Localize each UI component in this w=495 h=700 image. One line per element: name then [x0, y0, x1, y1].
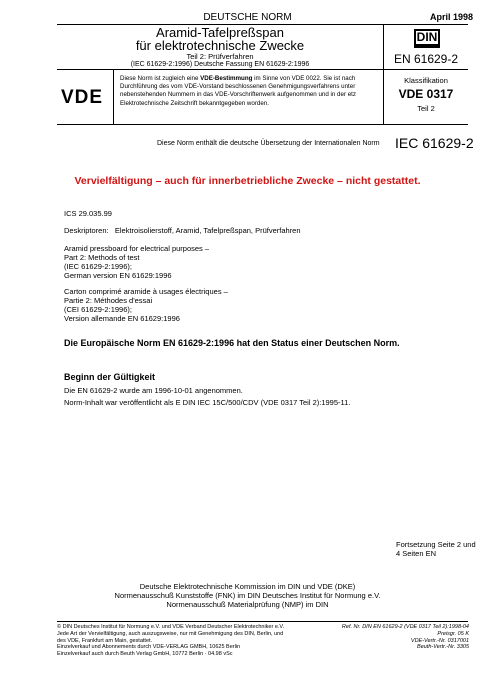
- title-block: [57, 25, 383, 70]
- vde-notice-bold: VDE-Bestimmung: [200, 75, 253, 82]
- footer-rule: [57, 621, 468, 622]
- klassifikation-box: [383, 70, 468, 125]
- footer-reference: [342, 624, 469, 651]
- title-part: Teil 2: Prüfverfahren: [186, 52, 254, 61]
- status-statement: Die Europäische Norm EN 61629-2:1996 hat den Status einer Deutschen Norm.: [64, 338, 400, 348]
- footer-left-line: Einzelverkauf auch durch Beuth Verlag GmbH, 10772 Berlin · 04.98 vSc: [57, 651, 233, 658]
- english-title-line: Aramid pressboard for electrical purposes –: [64, 244, 210, 253]
- deskriptoren-value: Elektroisolierstoff, Aramid, Tafelpreßspan, Prüfverfahren: [114, 226, 301, 235]
- footer-copyright: [57, 624, 347, 658]
- continuation-line: Fortsetzung Seite 2 und: [396, 540, 476, 549]
- din-logo: DIN: [414, 29, 440, 46]
- french-title: [64, 287, 228, 323]
- english-title: [64, 244, 209, 280]
- committee-block: [0, 582, 495, 609]
- footer-right-line: Ref. Nr. DIN EN 61629-2 (VDE 0317 Teil 2):1998-04: [341, 624, 469, 630]
- french-title-line: Carton comprimé aramide à usages électriques –: [64, 287, 228, 296]
- din-block: [383, 25, 468, 70]
- english-title-line: (IEC 61629-2:1996);: [64, 262, 132, 271]
- footer-right-line: Beuth-Vertr.-Nr. 3305: [417, 644, 469, 651]
- ics-code: ICS 29.035.99: [64, 209, 112, 218]
- reproduction-warning: Vervielfältigung – auch für innerbetriebliche Zwecke – nicht gestattet.: [74, 175, 421, 187]
- english-title-line: Part 2: Methods of test: [64, 253, 140, 262]
- beginn-heading: Beginn der Gültigkeit: [64, 372, 156, 382]
- publication-date: April 1998: [429, 12, 473, 22]
- iec-statement: Diese Norm enthält die deutsche Übersetzung der Internationalen Norm: [157, 140, 380, 147]
- beginn-line-1: Die EN 61629-2 wurde am 1996-10-01 angenommen.: [64, 386, 243, 395]
- title-reference: (IEC 61629-2:1996) Deutsche Fassung EN 61629-2:1996: [130, 61, 310, 68]
- english-title-line: German version EN 61629:1996: [64, 271, 172, 280]
- norm-label: DEUTSCHE NORM: [203, 12, 292, 23]
- vde-notice: [114, 70, 383, 125]
- klassifikation-number: VDE 0317: [398, 87, 454, 101]
- beginn-line-2: Norm-Inhalt war veröffentlicht als E DIN IEC 15C/500/CDV (VDE 0317 Teil 2):1995-11.: [64, 398, 351, 407]
- footer-left-line: Jede Art der Vervielfältigung, auch auszugsweise, nur mit Genehmigung des DIN, Berlin, und: [57, 630, 284, 637]
- french-title-line: Version allemande EN 61629:1996: [64, 314, 180, 323]
- klassifikation-part: Teil 2: [417, 104, 435, 113]
- iec-number: IEC 61629-2: [395, 135, 474, 151]
- vde-notice-rest: im Sinne von VDE 0022. Sie ist nach Durchführung des vom VDE-Vorstand beschlossenen Genehmigungsverfahrens unter nebenstehenden Nummern in das VDE-Vorschriftenwerk aufgenommen und in der etz Elektrotechnische Zeitschrift bekanntgegeben worden.: [120, 75, 356, 107]
- committee-line: Normenausschuß Kunststoffe (FNK) im DIN Deutsches Institut für Normung e.V.: [114, 591, 381, 600]
- continuation-line: 4 Seiten EN: [396, 549, 437, 558]
- deskriptoren: [64, 226, 301, 235]
- vde-logo-box: [57, 70, 114, 125]
- title-line-1: Aramid-Tafelpreßspan: [156, 25, 284, 40]
- footer-left-line: des VDE, Frankfurt am Main, gestattet.: [57, 637, 153, 644]
- committee-line: Normenausschuß Materialprüfung (NMP) im DIN: [166, 600, 329, 609]
- french-title-line: (CEI 61629-2:1996);: [64, 305, 132, 314]
- en-number: EN 61629-2: [393, 52, 459, 66]
- continuation-note: [396, 540, 476, 558]
- footer-right-line: Preisgr. 05 K: [437, 630, 469, 637]
- vde-notice-prefix: Diese Norm ist zugleich eine: [120, 75, 201, 82]
- vde-logo: VDE: [61, 87, 104, 108]
- footer-left-line: Einzelverkauf und Abonnements durch VDE-VERLAG GMBH, 10625 Berlin: [57, 644, 241, 651]
- footer-left-line: © DIN Deutsches Institut für Normung e.V. und VDE Verband Deutscher Elektrotechniker e.V.: [57, 624, 285, 630]
- deskriptoren-label: Deskriptoren:: [64, 226, 109, 235]
- klassifikation-label: Klassifikation: [404, 76, 448, 85]
- committee-line: Deutsche Elektrotechnische Kommission im DIN und VDE (DKE): [139, 582, 356, 591]
- footer-right-line: VDE-Vertr.-Nr. 0317001: [410, 637, 469, 644]
- french-title-line: Partie 2: Méthodes d'essai: [64, 296, 153, 305]
- title-line-2: für elektrotechnische Zwecke: [135, 38, 305, 53]
